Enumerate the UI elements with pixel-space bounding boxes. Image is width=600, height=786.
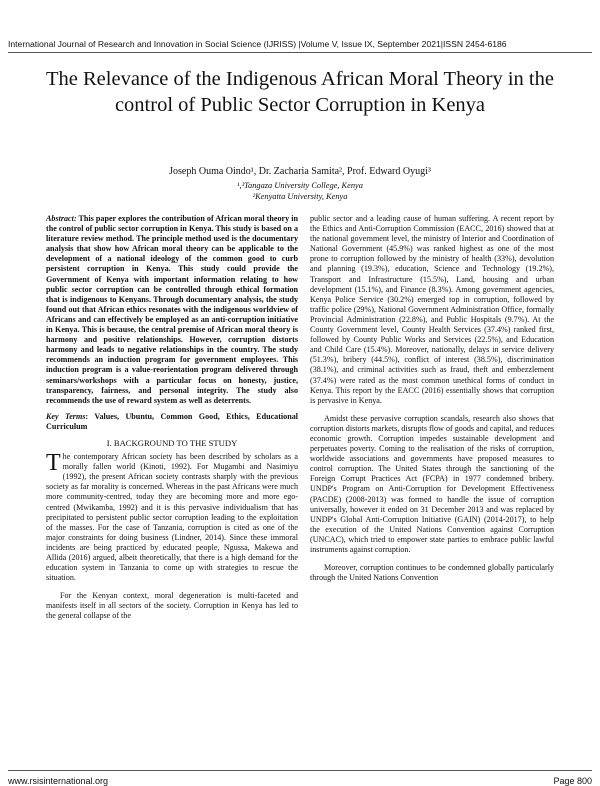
abstract-text: This paper explores the contribution of African moral theory in the control of public sector corruption in Kenya. This study is based on a literature review method. The principle method used is the documentary analysis that show how African moral theory can be applicable to the development of a national ideology of the common good to curb persistent corruption in Kenya. This study could provide the Government of Kenya with important information relating to how public sector corruption can be controlled through ethical formation that is indigenous to Kenyans. Through documentary analysis, the study found out that African ethics resonates with the indigenous worldview of Africans and can effectively be employed as an anti-corruption initiative in Kenya. This is because, the central premise of African moral theory is harmony and positive relationships. However, corruption distorts harmony and leads to negative relationships in the country. The study recommends an induction program for government employees. This induction program is a value-reorientation program delivered through seminars/workshops with a particular focus on honesty, justice, transparency, fairness, and personal integrity. The study also recommends the use of reward system as well as deterrents. <box>46 214 298 405</box>
header-divider <box>8 52 592 53</box>
footer-website: www.rsisinternational.org <box>8 776 109 786</box>
paper-title: The Relevance of the Indigenous African Moral Theory in the control of Public Sector Corruption in Kenya <box>46 68 554 116</box>
paper-authors: Joseph Ouma Oindo¹, Dr. Zacharia Samita², Prof. Edward Oyugi³ <box>169 166 431 177</box>
drop-cap: T <box>46 450 61 477</box>
section-heading: I. BACKGROUND TO THE STUDY <box>106 437 238 448</box>
background-paragraph-1-text: he contemporary African society has been described by scholars as a morally fallen world (Kinoti, 1992). For Mugambi and Nasimiyu (1992), the present African society contrasts sharply with the previous society as far morality is concerned. Whereas in the past Africans were much more community-centred, today they are becoming more and more ego-centred (Mwikamba, 1992) and it is this pervasive individualism that has precipitated to persistent public sector corruption leading to the exploitation of the masses. For the case of Tanzania, corruption is cited as one of the major constraints for doing business (Lindner, 2014). Since these immoral incidents are being practiced by educated people, Ngussa, Makewa and Allida (2016) argued, albeit theoretically, that there is a high demand for the education system in Tanzania to come up with strategies to rescue the situation. <box>46 452 298 583</box>
right-paragraph-1: public sector and a leading cause of human suffering. A recent report by the Ethics and Anti-Corruption Commission (EACC, 2016) showed that at the national government level, the ministry of Interior and Coordination of National Government (45.9%) was ranked highest as one of the most prone to corruption followed by the ministry of health (33%), devolution and planning (19.3%), education, Science and Technology (19.2%), Transport and Infrastructure (15.5%), Land, housing and urban development (15.1%), and Finance (8.3%). Among government agencies, Kenya Police Service (30.2%) emerged top in corruption, followed by traffic police (29%), National Government Administration Office, formally Provincial Administration (22.8%), and Public Hospitals (9.7%). At the County Government level, County Health Services (37.4%) ranked first, followed by County Public Works and Services (22.5%), and Education and Child Care (15.4%). Moreover, nationally, delays in service delivery (51.3%), bribery (44.5%), conflict of interest (38.5%), discrimination (38.1%), and criminal activities such as fraud, theft and embezzlement (37.4%) were rated as the most common unethical forms of conduct in Kenya. This report by the EACC (2016) essentially shows that corruption is pervasive in Kenya. <box>310 214 554 405</box>
key-terms-label: Key Terms <box>46 411 86 421</box>
affiliation-2: ²Kenyatta University, Kenya <box>252 192 348 201</box>
abstract-label: Abstract: <box>46 214 77 223</box>
right-paragraph-2: Amidst these pervasive corruption scandals, research also shows that corruption distorts markets, disrupts flow of goods and capital, and reduces economic growth. Corruption impedes sustainable development and perpetuates poverty. Coming to the realisation of the risks of corruption, worldwide associations and governments have proposed measures to control corruption. The United States through the sanctioning of the Foreign Corrupt Practices Act (FCPA) in 1977 condemned bribery. UNDP's Program on Anti-Corruption for Development Effectiveness (PACDE) (2008-2013) was formed to handle the issue of corruption universally, however it ended on 31 December 2013 and was replaced by UNDP's Global Anti-Corruption Initiative (GAIN) (2014-2017), to help the execution of the United Nations Convention against Corruption (UNCAC), which tried to empower state parties to embrace public lawful instruments against corruption. <box>310 413 554 554</box>
affiliation-1: ¹,³Tangaza University College, Kenya <box>237 181 363 190</box>
right-column <box>310 214 554 583</box>
abstract <box>46 214 298 406</box>
journal-header: International Journal of Research and Innovation in Social Science (IJRISS) |Volume V, Issue IX, September 2021|ISSN 2454-6186 <box>8 39 507 49</box>
background-paragraph-2: For the Kenyan context, moral degeneration is multi-faceted and manifests itself in all sectors of the society. Corruption in Kenya has led to the general collapse of the <box>46 591 298 621</box>
footer-page-number: Page 800 <box>553 776 592 786</box>
background-paragraph-1 <box>46 452 298 583</box>
right-paragraph-3: Moreover, corruption continues to be condemned globally particularly through the United Nations Convention <box>310 563 554 583</box>
left-column <box>46 214 298 622</box>
key-terms-text: : Values, Ubuntu, Common Good, Ethics, Educational Curriculum <box>46 411 299 431</box>
key-terms <box>46 412 298 432</box>
footer-divider <box>8 770 592 771</box>
